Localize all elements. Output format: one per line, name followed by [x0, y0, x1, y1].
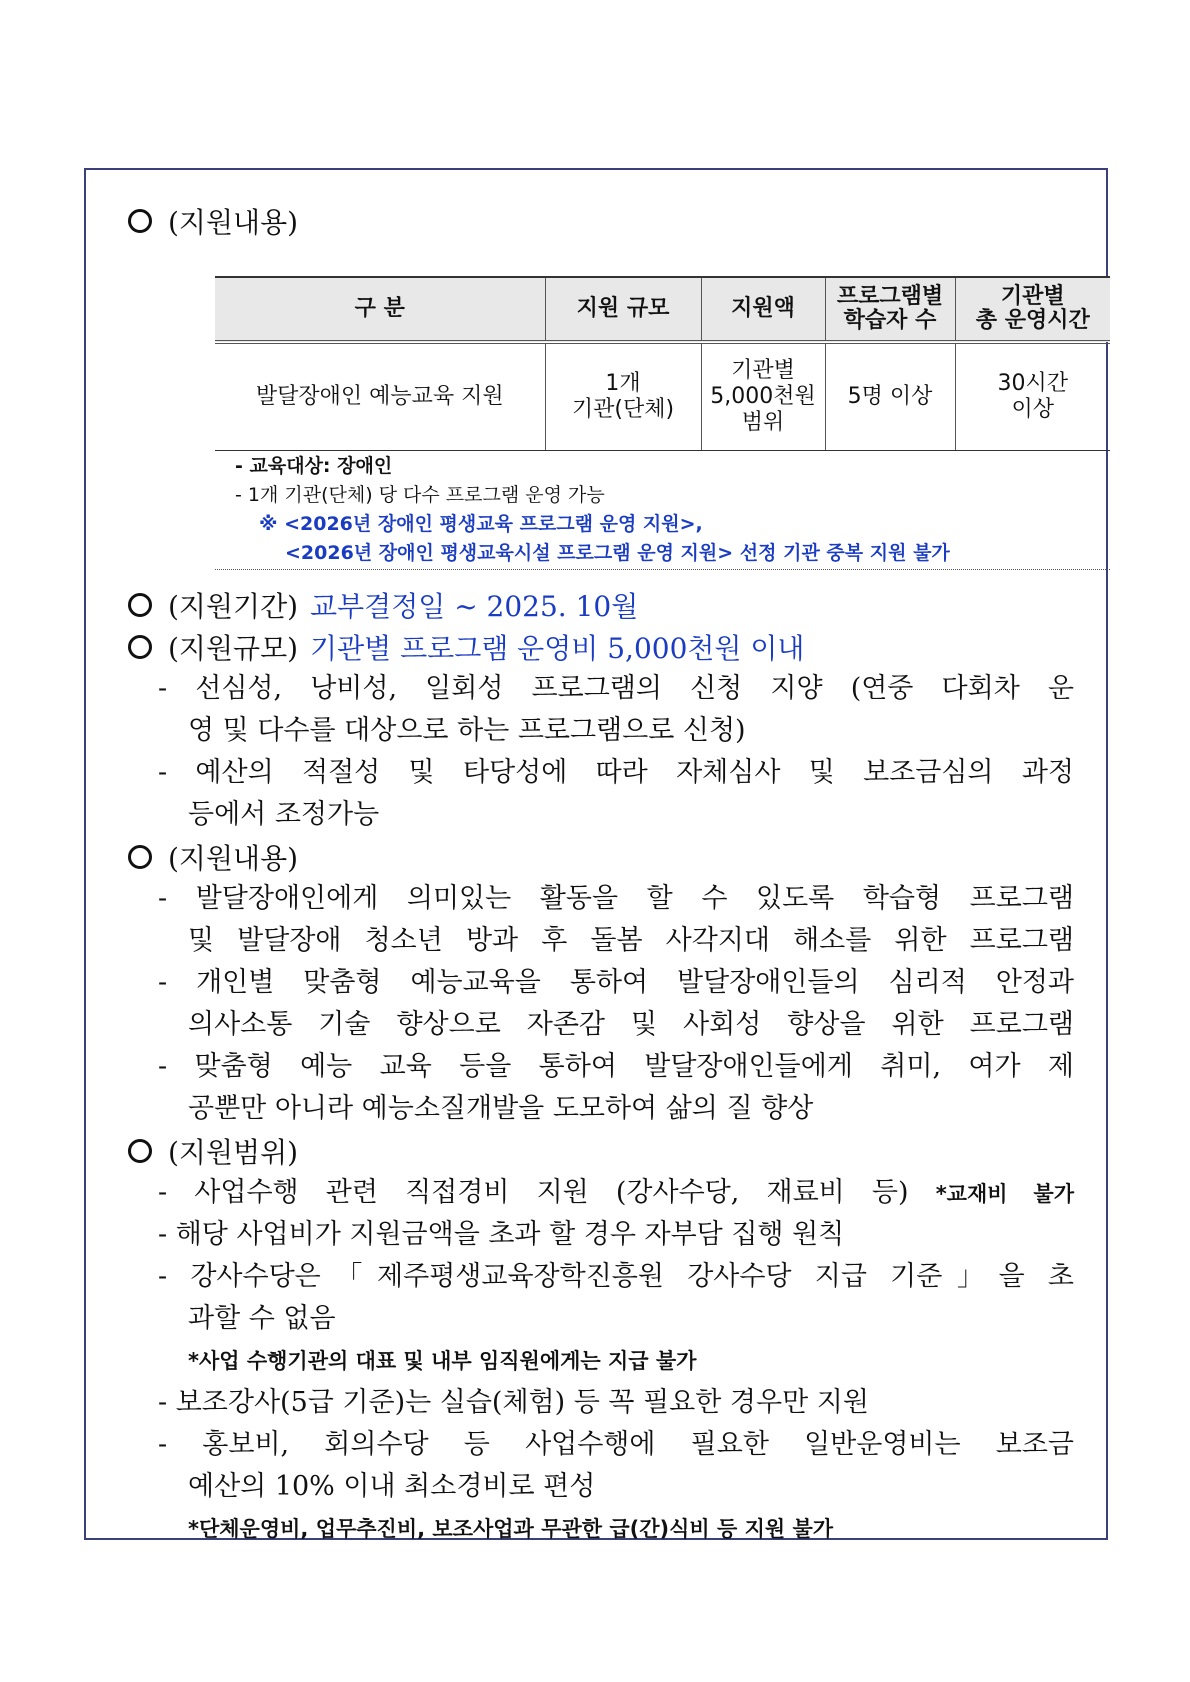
header-category: 구 분 — [215, 277, 545, 342]
document-body — [122, 584, 1074, 1550]
section-title: (지원내용) — [168, 842, 299, 875]
section-title: (지원내용) — [168, 206, 299, 239]
list-item — [122, 1172, 1074, 1214]
list-item-continuation: 등에서 조정가능 — [188, 799, 380, 830]
scale-value: 기관별 프로그램 운영비 5,000천원 이내 — [310, 632, 805, 665]
header-learners: 프로그램별 학습자 수 — [825, 277, 955, 342]
list-item: - 발달장애인에게 의미있는 활동을 할 수 있도록 학습형 프로그램 — [158, 883, 1074, 914]
section-content — [122, 836, 1074, 878]
circle-bullet-icon — [128, 593, 152, 617]
list-item: - 보조강사(5급 기준)는 실습(체험) 등 꼭 필요한 경우만 지원 — [158, 1387, 869, 1418]
list-item-continuation: 공뿐만 아니라 예능소질개발을 도모하여 삶의 질 향상 — [188, 1093, 814, 1124]
period-value: 교부결정일 ~ 2025. 10월 — [310, 590, 639, 623]
circle-bullet-icon — [128, 1139, 152, 1163]
content-frame — [84, 168, 1108, 1540]
cell-amount: 기관별 5,000천원 범위 — [701, 342, 825, 451]
section-range — [122, 1130, 1074, 1172]
circle-bullet-icon — [128, 635, 152, 659]
cell-scale: 1개 기관(단체) — [545, 342, 701, 451]
section-period — [122, 584, 1074, 626]
list-item: - 해당 사업비가 지원금액을 초과 할 경우 자부담 집행 원칙 — [158, 1219, 845, 1250]
header-amount: 지원액 — [701, 277, 825, 342]
list-item-continuation: 예산의 10% 이내 최소경비로 편성 — [188, 1471, 596, 1502]
note-target: - 교육대상: 장애인 — [235, 455, 393, 477]
section-title: (지원기간) — [168, 590, 299, 623]
list-item-continuation: 및 발달장애 청소년 방과 후 돌봄 사각지대 해소를 위한 프로그램 — [188, 925, 1074, 956]
list-item: - 홍보비, 회의수당 등 사업수행에 필요한 일반운영비는 보조금 — [158, 1429, 1074, 1460]
header-scale: 지원 규모 — [545, 277, 701, 342]
cell-learners: 5명 이상 — [825, 342, 955, 451]
list-item-continuation: 의사소통 기술 향상으로 자존감 및 사회성 향상을 위한 프로그램 — [188, 1009, 1074, 1040]
star-note: *단체운영비, 업무추진비, 보조사업과 무관한 급(간)식비 등 지원 불가 — [188, 1517, 834, 1541]
table-row — [215, 342, 1110, 451]
list-item-continuation: 영 및 다수를 대상으로 하는 프로그램으로 신청) — [188, 715, 746, 746]
star-note: *사업 수행기관의 대표 및 내부 임직원에게는 지급 불가 — [188, 1349, 697, 1373]
textbook-excluded-note: *교재비 불가 — [935, 1182, 1074, 1206]
list-item-continuation: 과할 수 없음 — [188, 1303, 336, 1334]
circle-bullet-icon — [128, 845, 152, 869]
direct-cost-text: - 사업수행 관련 직접경비 지원 (강사수당, 재료비 등) — [158, 1177, 909, 1208]
list-item: - 강사수당은「제주평생교육장학진흥원 강사수당 지급 기준」을 초 — [158, 1261, 1074, 1292]
list-item: - 맞춤형 예능 교육 등을 통하여 발달장애인들에게 취미, 여가 제 — [158, 1051, 1074, 1082]
section-title: (지원범위) — [168, 1136, 299, 1169]
note-multiple-programs: - 1개 기관(단체) 당 다수 프로그램 운영 가능 — [235, 484, 605, 506]
content-inner — [122, 200, 1090, 1541]
note-duplicate-1: ※ <2026년 장애인 평생교육 프로그램 운영 지원>, — [259, 513, 703, 535]
section-support-content-table — [122, 200, 1074, 242]
cell-category: 발달장애인 예능교육 지원 — [215, 342, 545, 451]
cell-hours: 30시간 이상 — [955, 342, 1110, 451]
section-scale — [122, 626, 1074, 668]
list-item: - 개인별 맞춤형 예능교육을 통하여 발달장애인들의 심리적 안정과 — [158, 967, 1074, 998]
note-duplicate-2: <2026년 장애인 평생교육시설 프로그램 운영 지원> 선정 기관 중복 지원 불가 — [285, 542, 950, 564]
support-table — [215, 276, 1110, 451]
section-title: (지원규모) — [168, 632, 299, 665]
circle-bullet-icon — [128, 209, 152, 233]
table-notes — [215, 450, 1110, 570]
list-item: - 예산의 적절성 및 타당성에 따라 자체심사 및 보조금심의 과정 — [158, 757, 1074, 788]
table-header-row — [215, 277, 1110, 342]
header-hours: 기관별 총 운영시간 — [955, 277, 1110, 342]
list-item: - 선심성, 낭비성, 일회성 프로그램의 신청 지양 (연중 다회차 운 — [158, 673, 1074, 704]
